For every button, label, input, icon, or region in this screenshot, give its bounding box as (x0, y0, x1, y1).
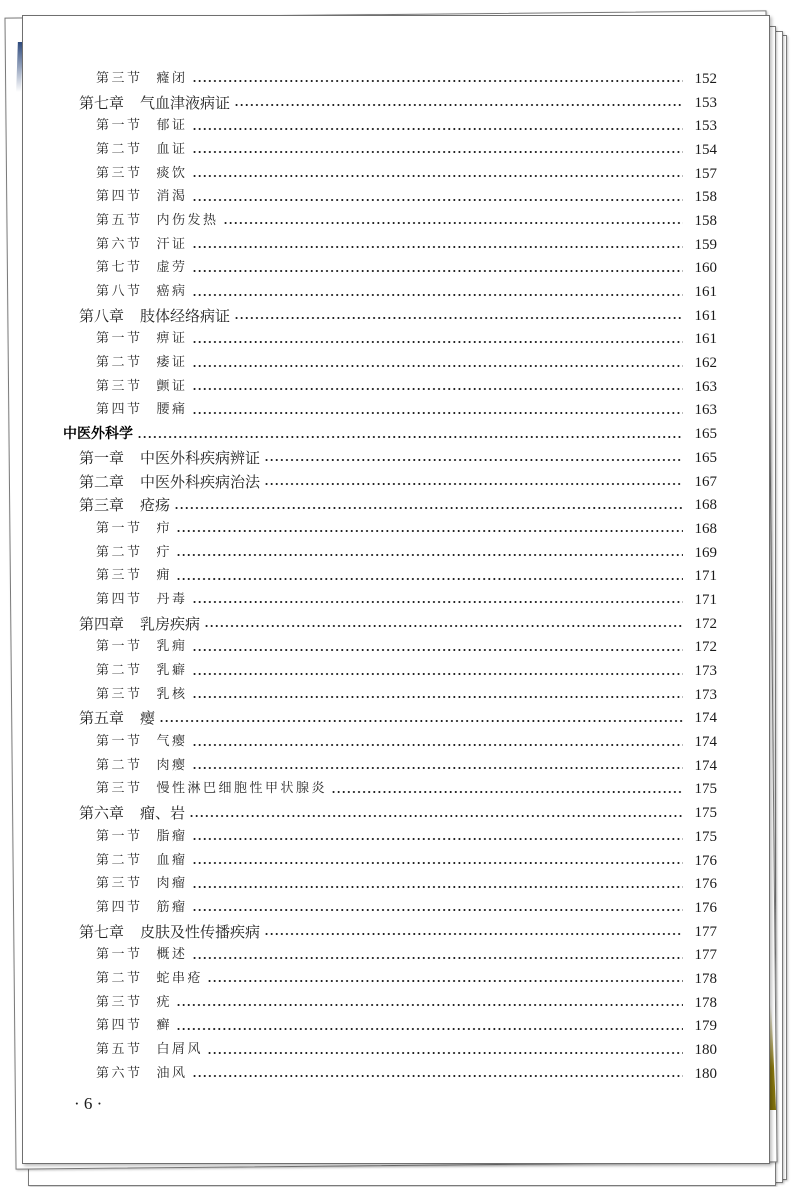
toc-entry-title: 痰饮 (156, 165, 188, 181)
toc-entry-page-number: 165 (694, 449, 717, 466)
toc-entry-label (96, 971, 203, 987)
toc-entry-label (96, 900, 188, 916)
toc-entry-section[interactable] (23, 730, 769, 754)
toc-entry-number: 第一节 (96, 520, 143, 536)
dot-leader (331, 791, 683, 793)
toc-entry-number: 第二节 (96, 544, 143, 560)
dot-leader (176, 1004, 683, 1006)
toc-entry-section[interactable] (23, 943, 769, 967)
toc-entry-title: 消渴 (156, 189, 188, 205)
dot-leader (264, 933, 683, 935)
toc-entry-page-number: 161 (694, 284, 717, 301)
toc-entry-title: 癣 (156, 1018, 173, 1034)
toc-entry-title: 血瘤 (156, 852, 188, 868)
toc-entry-page-number: 161 (694, 307, 717, 324)
dot-leader (192, 341, 683, 343)
toc-entry-title: 痿证 (156, 355, 188, 371)
toc-entry-section[interactable] (23, 896, 769, 920)
toc-entry-title: 癃闭 (156, 70, 188, 86)
toc-entry-section[interactable] (23, 162, 769, 186)
toc-entry-label (96, 829, 188, 845)
toc-entry-section[interactable] (23, 114, 769, 138)
toc-entry-page-number: 153 (694, 118, 717, 135)
toc-entry-number: 第三节 (96, 165, 143, 181)
toc-entry-section[interactable] (23, 280, 769, 304)
toc-entry-section[interactable] (23, 849, 769, 873)
dot-leader (192, 365, 683, 367)
toc-entry-section[interactable] (23, 399, 769, 423)
toc-entry-label (96, 1018, 172, 1034)
toc-entry-section[interactable] (23, 825, 769, 849)
dot-leader (207, 980, 683, 982)
toc-entry-label (96, 402, 188, 418)
toc-entry-label (96, 71, 188, 87)
toc-entry-page-number: 162 (694, 355, 717, 372)
dot-leader (192, 270, 683, 272)
toc-entry-page-number: 174 (694, 734, 717, 751)
toc-entry-number: 第三节 (96, 378, 143, 394)
toc-entry-label (79, 95, 230, 111)
toc-entry-title: 蛇串疮 (156, 970, 204, 986)
toc-entry-page-number: 161 (694, 331, 717, 348)
toc-entry-title: 中医外科疾病辨证 (140, 448, 261, 467)
dot-leader (192, 388, 683, 390)
toc-entry-label (79, 616, 200, 632)
toc-entry-page-number: 175 (694, 781, 717, 798)
toc-entry-number: 第四节 (96, 189, 143, 205)
toc-entry-number: 第六节 (96, 236, 143, 252)
dot-leader (192, 199, 683, 201)
toc-entry-number: 第四节 (96, 899, 143, 915)
toc-entry-label (96, 118, 188, 134)
dot-leader (192, 886, 683, 888)
toc-entry-label (96, 189, 188, 205)
toc-entry-label (96, 213, 219, 229)
toc-entry-number: 第一节 (96, 118, 143, 134)
toc-entry-number: 第二节 (96, 355, 143, 371)
toc-entry-label (96, 355, 188, 371)
toc-entry-section[interactable] (23, 967, 769, 991)
toc-entry-label (96, 853, 188, 869)
toc-entry-number: 第一节 (96, 639, 143, 655)
toc-entry-number: 第二节 (96, 970, 143, 986)
toc-entry-page-number: 176 (694, 876, 717, 893)
toc-entry-label (96, 260, 188, 276)
toc-entry-title: 颤证 (156, 378, 188, 394)
toc-entry-number: 第五章 (79, 709, 125, 728)
toc-entry-page-number: 158 (694, 189, 717, 206)
toc-entry-section[interactable] (23, 209, 769, 233)
toc-entry-page-number: 153 (694, 94, 717, 111)
dot-leader (192, 1075, 683, 1077)
toc-entry-label (96, 947, 188, 963)
toc-entry-title: 白屑风 (156, 1042, 204, 1058)
toc-entry-page-number: 180 (694, 1042, 717, 1059)
toc-entry-title: 肉瘿 (156, 757, 188, 773)
dot-leader (159, 720, 683, 722)
toc-entry-title: 气瘿 (156, 734, 188, 750)
toc-entry-chapter[interactable] (23, 801, 769, 825)
toc-entry-label (79, 710, 155, 726)
toc-entry-title: 腰痛 (156, 402, 188, 418)
toc-entry-label (96, 284, 188, 300)
toc-entry-label (96, 545, 172, 561)
dot-leader (192, 151, 683, 153)
toc-entry-page-number: 175 (694, 805, 717, 822)
toc-entry-page-number: 177 (694, 947, 717, 964)
toc-entry-title: 血证 (156, 141, 188, 157)
dot-leader (176, 1028, 683, 1030)
toc-entry-title: 肉瘤 (156, 876, 188, 892)
toc-entry-section[interactable] (23, 754, 769, 778)
toc-entry-label (96, 1042, 203, 1058)
toc-entry-number: 第七章 (79, 922, 125, 941)
toc-entry-page-number: 178 (694, 970, 717, 987)
toc-entry-number: 第三节 (96, 70, 143, 86)
toc-entry-chapter[interactable] (23, 304, 769, 328)
toc-entry-page-number: 167 (694, 473, 717, 490)
toc-entry-page-number: 173 (694, 686, 717, 703)
toc-entry-page-number: 172 (694, 639, 717, 656)
toc-entry-title: 中医外科疾病治法 (140, 472, 261, 491)
dot-leader (137, 436, 683, 438)
toc-entry-number: 第二节 (96, 141, 143, 157)
dot-leader (192, 412, 683, 414)
toc-entry-section[interactable] (23, 375, 769, 399)
toc-entry-label (96, 568, 172, 584)
toc-entry-label (96, 781, 327, 797)
toc-entry-label (96, 663, 188, 679)
toc-entry-title: 疖 (156, 520, 173, 536)
toc-entry-title: 郁证 (156, 118, 188, 134)
toc-entry-label (79, 474, 260, 490)
toc-entry-section[interactable] (23, 683, 769, 707)
toc-entry-section[interactable] (23, 1038, 769, 1062)
toc-entry-page-number: 163 (694, 402, 717, 419)
toc-entry-number: 第三节 (96, 994, 143, 1010)
toc-entry-title: 脂瘤 (156, 828, 188, 844)
toc-entry-chapter[interactable] (23, 493, 769, 517)
toc-entry-section[interactable] (23, 588, 769, 612)
dot-leader (192, 767, 683, 769)
toc-entry-label (96, 758, 188, 774)
dot-leader (192, 673, 683, 675)
toc-entry-title: 瘤、岩 (140, 804, 186, 823)
toc-entry-title: 瘿 (140, 709, 156, 728)
toc-entry-number: 第二章 (79, 472, 125, 491)
toc-entry-chapter[interactable] (23, 920, 769, 944)
toc-entry-title: 肢体经络病证 (140, 306, 231, 325)
toc-entry-page-number: 165 (694, 426, 717, 443)
toc-entry-page-number: 152 (694, 70, 717, 87)
toc-entry-label (96, 521, 172, 537)
toc-entry-section[interactable] (23, 328, 769, 352)
toc-entry-title: 油风 (156, 1065, 188, 1081)
toc-entry-page-number: 179 (694, 1018, 717, 1035)
toc-entry-number: 第一节 (96, 947, 143, 963)
toc-entry-label (79, 805, 185, 821)
toc-entry-number: 第二节 (96, 757, 143, 773)
toc-entry-page-number: 176 (694, 852, 717, 869)
toc-entry-number: 第五节 (96, 1042, 143, 1058)
toc-entry-title: 痈 (156, 568, 173, 584)
toc-entry-section[interactable] (23, 991, 769, 1015)
toc-entry-chapter[interactable] (23, 91, 769, 115)
toc-entry-title: 概述 (156, 947, 188, 963)
toc-entry-number: 第三章 (79, 496, 125, 515)
toc-entry-number: 第八节 (96, 284, 143, 300)
dot-leader (223, 222, 683, 224)
toc-entry-chapter[interactable] (23, 446, 769, 470)
dot-leader (174, 507, 683, 509)
toc-entry-title: 乳痈 (156, 639, 188, 655)
toc-entry-section[interactable] (23, 185, 769, 209)
toc-entry-label (96, 331, 188, 347)
dot-leader (264, 483, 683, 485)
toc-entry-title: 气血津液病证 (140, 93, 231, 112)
toc-entry-title: 乳癖 (156, 663, 188, 679)
toc-entry-page-number: 174 (694, 710, 717, 727)
dot-leader (234, 317, 683, 319)
toc-entry-chapter[interactable] (23, 612, 769, 636)
dot-leader (192, 80, 683, 82)
toc-entry-page-number: 163 (694, 378, 717, 395)
toc-entry-label (96, 379, 188, 395)
toc-entry-page-number: 173 (694, 663, 717, 680)
toc-entry-label (79, 497, 170, 513)
toc-entry-number: 第四节 (96, 1018, 143, 1034)
toc-entry-label (79, 308, 230, 324)
toc-entry-label (96, 876, 188, 892)
toc-entry-label (63, 426, 133, 442)
toc-entry-page-number: 172 (694, 615, 717, 632)
toc-entry-label (96, 237, 188, 253)
toc-entry-title: 慢性淋巴细胞性甲状腺炎 (156, 781, 328, 797)
toc-entry-number: 第二节 (96, 663, 143, 679)
toc-entry-number: 第一节 (96, 828, 143, 844)
toc-entry-number: 第七章 (79, 93, 125, 112)
toc-entry-label (96, 166, 188, 182)
dot-leader (192, 838, 683, 840)
toc-entry-number: 第六章 (79, 804, 125, 823)
dot-leader (176, 578, 683, 580)
dot-leader (189, 815, 683, 817)
toc-entry-section[interactable] (23, 67, 769, 91)
dot-leader (192, 696, 683, 698)
toc-entry-page-number: 158 (694, 212, 717, 229)
dot-leader (192, 909, 683, 911)
toc-entry-number: 第一章 (79, 448, 125, 467)
toc-entry-chapter[interactable] (23, 470, 769, 494)
toc-entry-page-number: 168 (694, 520, 717, 537)
toc-entry-number: 第四节 (96, 402, 143, 418)
toc-entry-title: 疔 (156, 544, 173, 560)
toc-entry-number: 第四节 (96, 591, 143, 607)
toc-entry-title: 虚劳 (156, 260, 188, 276)
toc-entry-section[interactable] (23, 138, 769, 162)
toc-entry-section[interactable] (23, 636, 769, 660)
toc-entry-page-number: 168 (694, 497, 717, 514)
toc-entry-section[interactable] (23, 872, 769, 896)
dot-leader (176, 554, 683, 556)
toc-entry-title: 疮疡 (140, 496, 171, 515)
toc-entry-title: 内伤发热 (156, 212, 219, 228)
toc-entry-title: 疣 (156, 994, 173, 1010)
toc-entry-title: 癌病 (156, 284, 188, 300)
toc-entry-page-number: 159 (694, 236, 717, 253)
dot-leader (192, 744, 683, 746)
dot-leader (204, 625, 683, 627)
toc-entry-section[interactable] (23, 351, 769, 375)
toc-entry-page-number: 171 (694, 591, 717, 608)
dot-leader (207, 1052, 683, 1054)
toc-entry-label (96, 995, 172, 1011)
table-of-contents (23, 67, 769, 1086)
page-number-footer: · 6 · (74, 1094, 103, 1113)
toc-entry-number: 第三节 (96, 876, 143, 892)
toc-entry-section[interactable] (23, 541, 769, 565)
toc-entry-number: 第四章 (79, 614, 125, 633)
toc-entry-title: 丹毒 (156, 591, 188, 607)
toc-entry-number: 第一节 (96, 331, 143, 347)
toc-entry-section[interactable] (23, 233, 769, 257)
toc-entry-title: 汗证 (156, 236, 188, 252)
dot-leader (176, 530, 683, 532)
toc-entry-number: 第三节 (96, 686, 143, 702)
toc-entry-number: 第八章 (79, 306, 125, 325)
toc-entry-number: 第三节 (96, 568, 143, 584)
toc-entry-label (96, 592, 188, 608)
toc-entry-page-number: 176 (694, 899, 717, 916)
toc-entry-label (96, 639, 188, 655)
dot-leader (264, 459, 683, 461)
toc-entry-label (96, 687, 188, 703)
toc-entry-page-number: 169 (694, 544, 717, 561)
toc-entry-section[interactable] (23, 517, 769, 541)
toc-entry-label (79, 924, 260, 940)
toc-entry-title: 痹证 (156, 331, 188, 347)
toc-entry-number: 第三节 (96, 781, 143, 797)
toc-entry-title: 乳房疾病 (140, 614, 201, 633)
toc-entry-label (96, 142, 188, 158)
toc-entry-number: 第七节 (96, 260, 143, 276)
toc-entry-section[interactable] (23, 659, 769, 683)
toc-entry-title: 乳核 (156, 686, 188, 702)
toc-entry-part[interactable] (23, 422, 769, 446)
toc-entry-page-number: 174 (694, 757, 717, 774)
toc-entry-number: 第一节 (96, 734, 143, 750)
toc-entry-number: 第五节 (96, 212, 143, 228)
toc-entry-page-number: 157 (694, 165, 717, 182)
toc-entry-page-number: 177 (694, 923, 717, 940)
toc-entry-number: 第二节 (96, 852, 143, 868)
toc-entry-label (96, 734, 188, 750)
dot-leader (192, 862, 683, 864)
toc-entry-page-number: 175 (694, 828, 717, 845)
dot-leader (192, 175, 683, 177)
toc-entry-section[interactable] (23, 1062, 769, 1086)
dot-leader (234, 104, 683, 106)
toc-entry-page-number: 160 (694, 260, 717, 277)
toc-entry-label (79, 450, 260, 466)
toc-entry-section[interactable] (23, 564, 769, 588)
toc-entry-page-number: 178 (694, 994, 717, 1011)
toc-entry-title: 皮肤及性传播疾病 (140, 922, 261, 941)
dot-leader (192, 601, 683, 603)
dot-leader (192, 957, 683, 959)
toc-entry-label (96, 1066, 188, 1082)
dot-leader (192, 649, 683, 651)
dot-leader (192, 294, 683, 296)
dot-leader (192, 128, 683, 130)
toc-entry-number: 第六节 (96, 1065, 143, 1081)
dot-leader (192, 246, 683, 248)
toc-entry-page-number: 154 (694, 141, 717, 158)
toc-entry-chapter[interactable] (23, 707, 769, 731)
toc-entry-section[interactable] (23, 778, 769, 802)
toc-entry-page-number: 180 (694, 1065, 717, 1082)
toc-entry-page-number: 171 (694, 568, 717, 585)
toc-entry-section[interactable] (23, 257, 769, 281)
toc-entry-section[interactable] (23, 1015, 769, 1039)
toc-entry-title: 筋瘤 (156, 899, 188, 915)
document-page (22, 15, 770, 1164)
toc-entry-title: 中医外科学 (63, 426, 133, 443)
